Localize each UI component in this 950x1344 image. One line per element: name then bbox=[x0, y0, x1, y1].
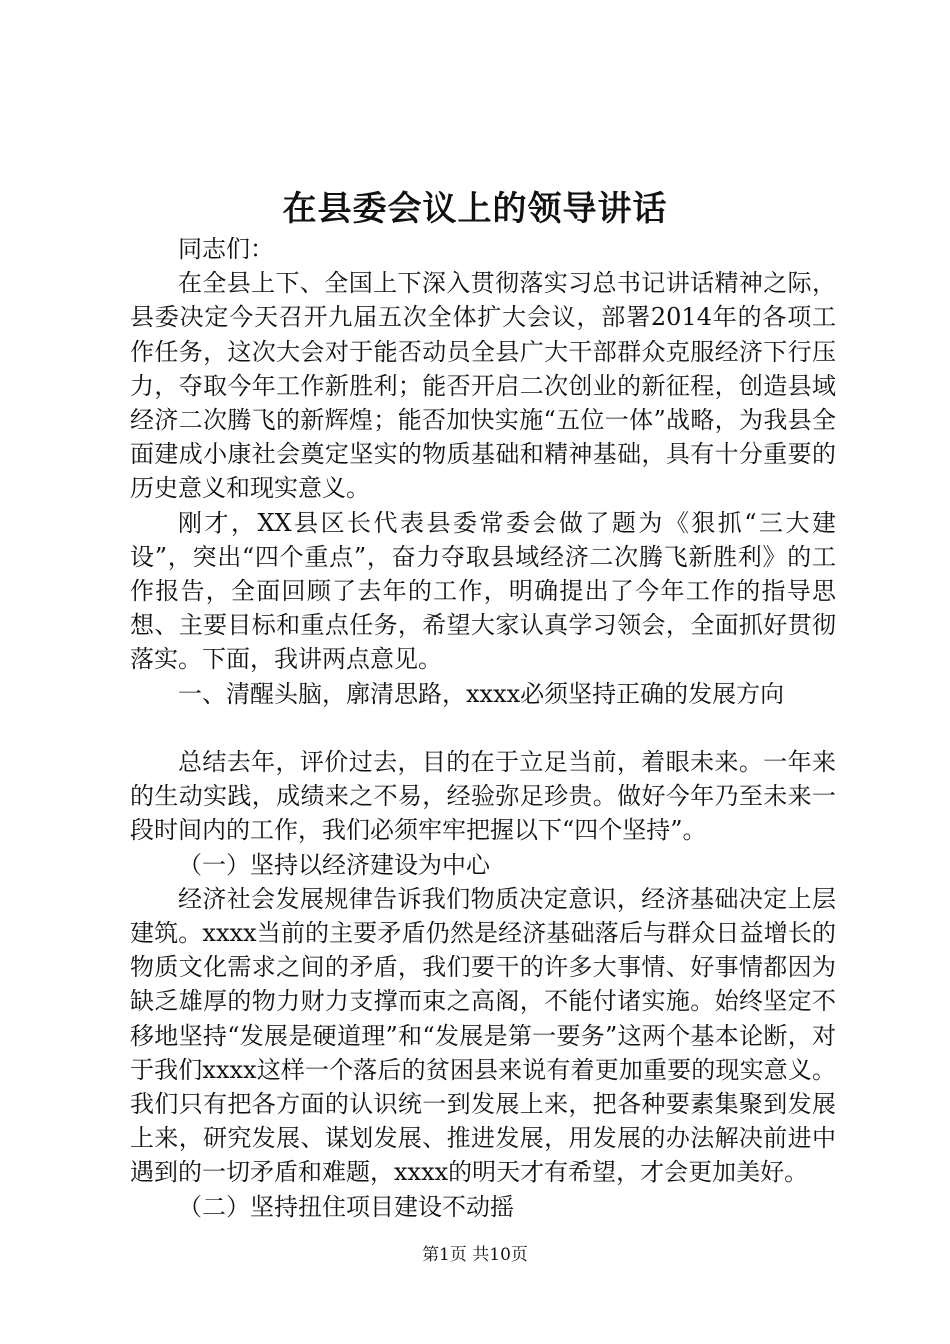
paragraph-summary: 总结去年，评价过去，目的在于立足当前，着眼未来。一年来的生动实践，成绩来之不易，经验弥足珍贵。做好今年乃至未来一段时间内的工作，我们必须牢牢把握以下“四个坚持”。 bbox=[130, 748, 836, 845]
section-heading-1: 一、清醒头脑，廓清思路，xxxx必须坚持正确的发展方向 bbox=[178, 679, 785, 708]
page-number-footer: 第1页 共10页 bbox=[422, 1245, 528, 1265]
subsection-heading-1: （一）坚持以经济建设为中心 bbox=[178, 850, 490, 879]
paragraph-economy: 经济社会发展规律告诉我们物质决定意识，经济基础决定上层建筑。xxxx当前的主要矛盾仍然是经济基础落后与群众日益增长的物质文化需求之间的矛盾，我们要干的许多大事情、好事情都因为缺乏雄厚的物力财力支撑而束之高阁，不能付诸实施。始终坚定不移地坚持“发展是硬道理”和“发展是第一要务”这两个基本论断，对于我们xxxx这样一个落后的贫困县来说有着更加重要的现实意义。我们只有把各方面的认识统一到发展上来，把各种要素集聚到发展上来，研究发展、谋划发展、推进发展，用发展的办法解决前进中遇到的一切矛盾和难题，xxxx的明天才有希望，才会更加美好。 bbox=[130, 884, 836, 1187]
paragraph-intro: 在全县上下、全国上下深入贯彻落实习总书记讲话精神之际，县委决定今天召开九届五次全体扩大会议，部署2014年的各项工作任务，这次大会对于能否动员全县广大干部群众克服经济下行压力，夺取今年工作新胜利；能否开启二次创业的新征程，创造县域经济二次腾飞的新辉煌；能否加快实施“五位一体”战略，为我县全面建成小康社会奠定坚实的物质基础和精神基础，具有十分重要的历史意义和现实意义。 bbox=[130, 269, 836, 503]
paragraph-report: 刚才，XX县区长代表县委常委会做了题为《狠抓“三大建设”，突出“四个重点”，奋力夺取县域经济二次腾飞新胜利》的工作报告，全面回顾了去年的工作，明确提出了今年工作的指导思想、主要目标和重点任务，希望大家认真学习领会，全面抓好贯彻落实。下面，我讲两点意见。 bbox=[130, 508, 836, 674]
greeting: 同志们： bbox=[178, 235, 274, 263]
blank-line bbox=[130, 711, 836, 745]
document-title: 在县委会议上的领导讲话 bbox=[282, 189, 668, 229]
document-body bbox=[130, 232, 836, 1224]
subsection-heading-2: （二）坚持扭住项目建设不动摇 bbox=[178, 1192, 514, 1221]
